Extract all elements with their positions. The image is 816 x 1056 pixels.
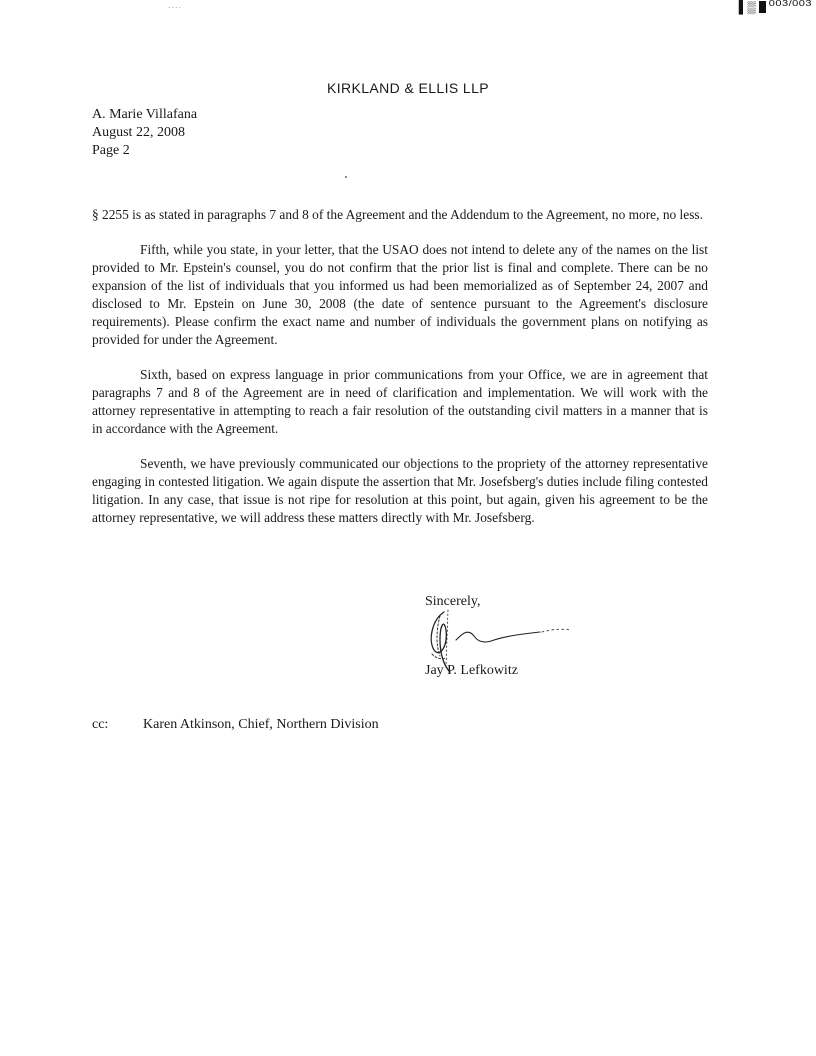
fax-bar-icon <box>759 1 766 13</box>
cc-recipient: Karen Atkinson, Chief, Northern Division <box>143 717 379 732</box>
fax-page-count: 003/003 <box>768 0 812 8</box>
signer-name: Jay P. Lefkowitz <box>425 663 518 678</box>
recipient-name: A. Marie Villafana <box>92 107 198 122</box>
paragraph-fifth: Fifth, while you state, in your letter, that the USAO does not intend to delete any of the names on the list provided to Mr. Epstein's counsel, you do not confirm that the prior list is final and complete. There can be no expansion of the list of individuals that you informed us had been memorialized as of September 24, 2007 and disclosed to Mr. Epstein on June 30, 2008 (the date of sentence pursuant to the Agreement's disclosure requirements). Please confirm the exact name and number of individuals the government plans on notifying as provided for under the Agreement. <box>92 242 708 347</box>
letter-body <box>92 206 708 544</box>
fax-mark-icon: ▌▒ <box>738 0 756 14</box>
firm-letterhead: KIRKLAND & ELLIS LLP <box>326 80 490 96</box>
paragraph-continuation: § 2255 is as stated in paragraphs 7 and 8 of the Agreement and the Addendum to the Agreement, no more, no less. <box>92 207 703 222</box>
scan-speck <box>345 176 347 178</box>
page-number: Page 2 <box>92 143 130 158</box>
fax-header <box>739 0 812 14</box>
letter-meta <box>92 106 197 160</box>
fax-transmission-dots: .... <box>168 0 183 10</box>
cc-label: cc: <box>92 717 109 732</box>
letter-date: August 22, 2008 <box>92 125 185 140</box>
paragraph-sixth: Sixth, based on express language in prior communications from your Office, we are in agreement that paragraphs 7 and 8 of the Agreement are in need of clarification and implementation. We will work with the attorney representative in attempting to reach a fair resolution of the outstanding civil matters in a manner that is in accordance with the Agreement. <box>92 367 708 436</box>
paragraph-seventh: Seventh, we have previously communicated our objections to the propriety of the attorney representative engaging in contested litigation. We again dispute the assertion that Mr. Josefsberg's duties include filing contested litigation. In any case, that issue is not ripe for resolution at this point, but again, given his agreement to be the attorney representative, we will address these matters directly with Mr. Josefsberg. <box>92 456 708 525</box>
closing-salutation: Sincerely, <box>425 594 481 609</box>
